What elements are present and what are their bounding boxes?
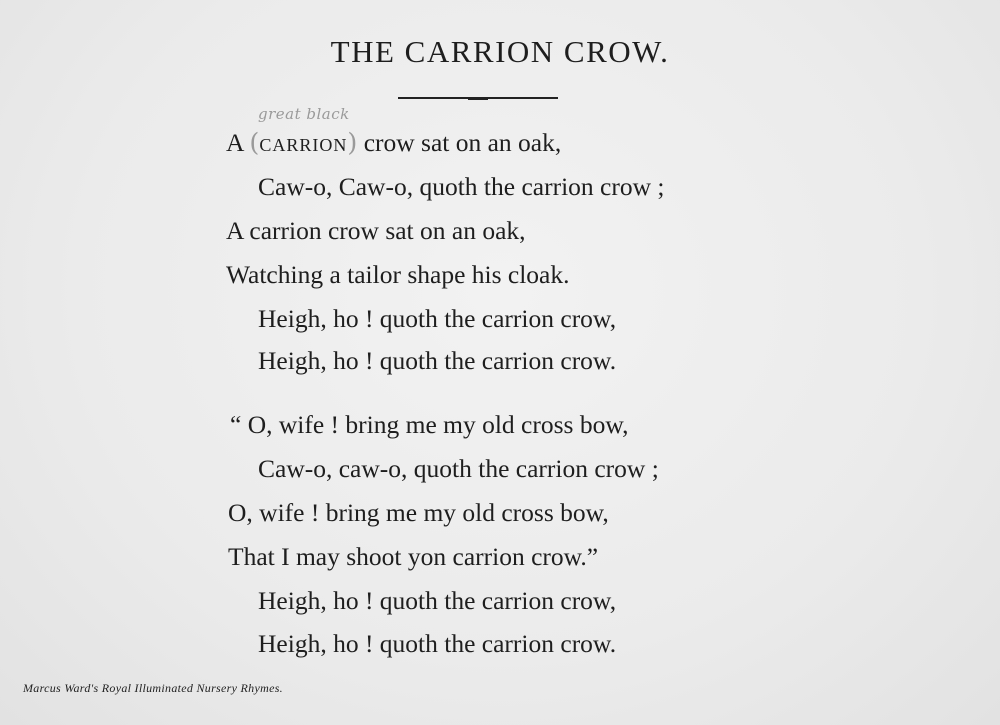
verse-line: A carrion crow sat on an oak, <box>226 216 526 245</box>
verse-line-start: A <box>226 128 250 157</box>
verse-line: Heigh, ho ! quoth the carrion crow, <box>258 586 617 615</box>
poem-title: THE CARRION CROW. <box>330 34 670 69</box>
verse-line: Caw-o, caw-o, quoth the carrion crow ; <box>258 454 659 483</box>
verse-line: Heigh, ho ! quoth the carrion crow, <box>258 304 617 333</box>
publisher-credit: Marcus Ward's Royal Illuminated Nursery Rhymes. <box>23 681 283 695</box>
verse-line: “ O, wife ! bring me my old cross bow, <box>230 410 629 439</box>
verse-line: Heigh, ho ! quoth the carrion crow. <box>258 629 617 658</box>
verse-line: That I may shoot yon carrion crow.” <box>228 542 599 571</box>
verse-line: Heigh, ho ! quoth the carrion crow. <box>258 346 617 375</box>
verse-line: O, wife ! bring me my old cross bow, <box>228 498 609 527</box>
verse-line-end: crow sat on an oak, <box>357 128 562 157</box>
left-parenthesis-mark: ( <box>249 128 260 158</box>
right-parenthesis-mark: ) <box>347 128 358 158</box>
handwritten-annotation: great black <box>258 105 350 123</box>
verse-line: Caw-o, Caw-o, quoth the carrion crow ; <box>258 172 665 201</box>
small-caps-word: carrion <box>259 128 348 157</box>
verse-line: Watching a tailor shape his cloak. <box>226 260 570 289</box>
title-divider <box>398 97 558 99</box>
verse-line <box>226 130 561 157</box>
